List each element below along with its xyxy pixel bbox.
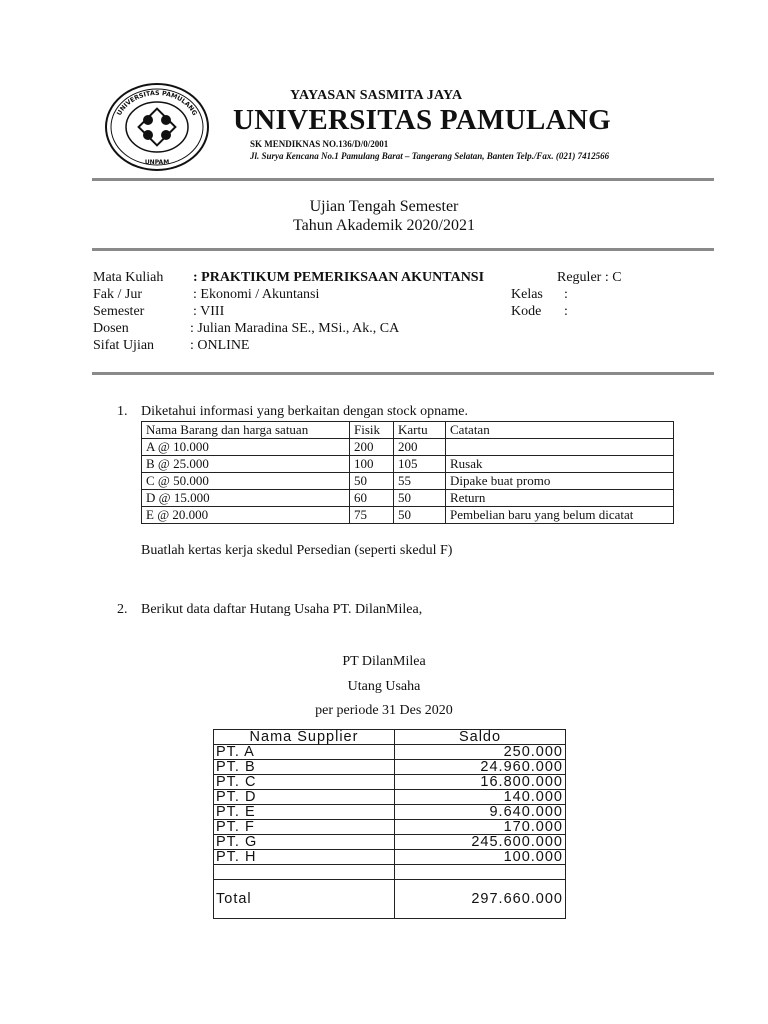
mata-kuliah-value: : PRAKTIKUM PEMERIKSAAN AKUNTANSI bbox=[193, 270, 485, 285]
academic-year: Tahun Akademik 2020/2021 bbox=[293, 217, 475, 234]
address-line: Jl. Surya Kencana No.1 Pamulang Barat – Tangerang Selatan, Banten Telp./Fax. (021) 7412566 bbox=[250, 151, 610, 161]
catatan-cell: Pembelian baru yang belum dicatat bbox=[446, 507, 674, 524]
foundation-name: YAYASAN SASMITA JAYA bbox=[290, 88, 463, 103]
fisik-cell: 50 bbox=[350, 473, 394, 490]
exam-title: Ujian Tengah Semester bbox=[309, 198, 459, 215]
item-cell: D @ 15.000 bbox=[142, 490, 350, 507]
saldo-cell: 100.000 bbox=[395, 850, 566, 865]
logo-bottom-text: UNPAM bbox=[144, 159, 170, 166]
q2-number: 2. bbox=[117, 602, 128, 617]
catatan-cell bbox=[446, 439, 674, 456]
table-row bbox=[214, 790, 566, 805]
table-row bbox=[214, 760, 566, 775]
kelas-colon: : bbox=[564, 287, 568, 302]
saldo-cell: 24.960.000 bbox=[395, 760, 566, 775]
sifat-ujian-value: : ONLINE bbox=[190, 338, 250, 353]
saldo-cell: 140.000 bbox=[395, 790, 566, 805]
catatan-cell: Rusak bbox=[446, 456, 674, 473]
fisik-cell: 200 bbox=[350, 439, 394, 456]
dosen-value: : Julian Maradina SE., MSi., Ak., CA bbox=[190, 321, 400, 336]
kartu-cell: 55 bbox=[394, 473, 446, 490]
supplier-cell: PT. C bbox=[214, 775, 395, 790]
mata-kuliah-label: Mata Kuliah bbox=[93, 270, 164, 285]
reguler-class: Reguler : C bbox=[557, 270, 622, 285]
kode-colon: : bbox=[564, 304, 568, 319]
header-cell: Fisik bbox=[350, 422, 394, 439]
table-row bbox=[142, 473, 674, 490]
supplier-cell: PT. B bbox=[214, 760, 395, 775]
university-name: UNIVERSITAS PAMULANG bbox=[233, 104, 611, 136]
table-row bbox=[142, 439, 674, 456]
header-cell: Kartu bbox=[394, 422, 446, 439]
total-value: 297.660.000 bbox=[395, 880, 566, 919]
supplier-cell: PT. D bbox=[214, 790, 395, 805]
sifat-ujian-label: Sifat Ujian bbox=[93, 338, 155, 353]
catatan-cell: Return bbox=[446, 490, 674, 507]
q1-text: Diketahui informasi yang berkaitan dengan stock opname. bbox=[141, 404, 468, 419]
saldo-cell: 245.600.000 bbox=[395, 835, 566, 850]
saldo-cell: 250.000 bbox=[395, 745, 566, 760]
kartu-cell: 50 bbox=[394, 490, 446, 507]
table-header-row bbox=[214, 730, 566, 745]
title-divider bbox=[92, 248, 714, 251]
kelas-label: Kelas bbox=[511, 287, 543, 302]
supplier-cell: PT. G bbox=[214, 835, 395, 850]
fak-value: : Ekonomi / Akuntansi bbox=[193, 287, 320, 302]
company-name: PT DilanMilea bbox=[342, 654, 426, 669]
supplier-cell: PT. H bbox=[214, 850, 395, 865]
university-logo bbox=[104, 82, 210, 172]
svg-text:UNIVERSITAS PAMULANG bbox=[116, 90, 198, 117]
q1-instruction: Buatlah kertas kerja skedul Persedian (seperti skedul F) bbox=[141, 543, 453, 558]
sk-number: SK MENDIKNAS NO.136/D/0/2001 bbox=[250, 139, 389, 149]
fisik-cell: 60 bbox=[350, 490, 394, 507]
fak-label: Fak / Jur bbox=[93, 287, 142, 302]
catatan-cell: Dipake buat promo bbox=[446, 473, 674, 490]
total-row bbox=[214, 880, 566, 919]
table-row bbox=[214, 835, 566, 850]
kartu-cell: 200 bbox=[394, 439, 446, 456]
blank-cell bbox=[214, 865, 395, 880]
item-cell: B @ 25.000 bbox=[142, 456, 350, 473]
header-cell: Nama Barang dan harga satuan bbox=[142, 422, 350, 439]
table-row bbox=[142, 490, 674, 507]
statement-subtitle: Utang Usaha bbox=[347, 679, 421, 694]
fisik-cell: 100 bbox=[350, 456, 394, 473]
supplier-header: Nama Supplier bbox=[214, 730, 395, 745]
table-row bbox=[142, 507, 674, 524]
q2-text: Berikut data daftar Hutang Usaha PT. DilanMilea, bbox=[141, 602, 423, 617]
fisik-cell: 75 bbox=[350, 507, 394, 524]
saldo-cell: 16.800.000 bbox=[395, 775, 566, 790]
item-cell: A @ 10.000 bbox=[142, 439, 350, 456]
table-row bbox=[214, 775, 566, 790]
kartu-cell: 105 bbox=[394, 456, 446, 473]
logo-ring-text: UNIVERSITAS PAMULANG bbox=[115, 89, 199, 117]
blank-row bbox=[214, 865, 566, 880]
kode-label: Kode bbox=[511, 304, 542, 319]
stock-opname-table bbox=[141, 421, 674, 524]
header-divider bbox=[92, 178, 714, 181]
table-row bbox=[214, 820, 566, 835]
semester-value: : VIII bbox=[193, 304, 225, 319]
kartu-cell: 50 bbox=[394, 507, 446, 524]
saldo-cell: 170.000 bbox=[395, 820, 566, 835]
dosen-label: Dosen bbox=[93, 321, 129, 336]
saldo-cell: 9.640.000 bbox=[395, 805, 566, 820]
supplier-cell: PT. A bbox=[214, 745, 395, 760]
info-divider bbox=[92, 372, 714, 375]
item-cell: E @ 20.000 bbox=[142, 507, 350, 524]
header-cell: Catatan bbox=[446, 422, 674, 439]
q1-number: 1. bbox=[117, 404, 128, 419]
accounts-payable-table bbox=[213, 729, 566, 919]
statement-period: per periode 31 Des 2020 bbox=[315, 703, 453, 718]
supplier-cell: PT. F bbox=[214, 820, 395, 835]
supplier-cell: PT. E bbox=[214, 805, 395, 820]
table-row bbox=[214, 745, 566, 760]
total-label: Total bbox=[214, 880, 395, 919]
table-row bbox=[214, 850, 566, 865]
semester-label: Semester bbox=[93, 304, 145, 319]
saldo-header: Saldo bbox=[395, 730, 566, 745]
table-row bbox=[142, 456, 674, 473]
blank-cell bbox=[395, 865, 566, 880]
table-header-row bbox=[142, 422, 674, 439]
table-row bbox=[214, 805, 566, 820]
item-cell: C @ 50.000 bbox=[142, 473, 350, 490]
